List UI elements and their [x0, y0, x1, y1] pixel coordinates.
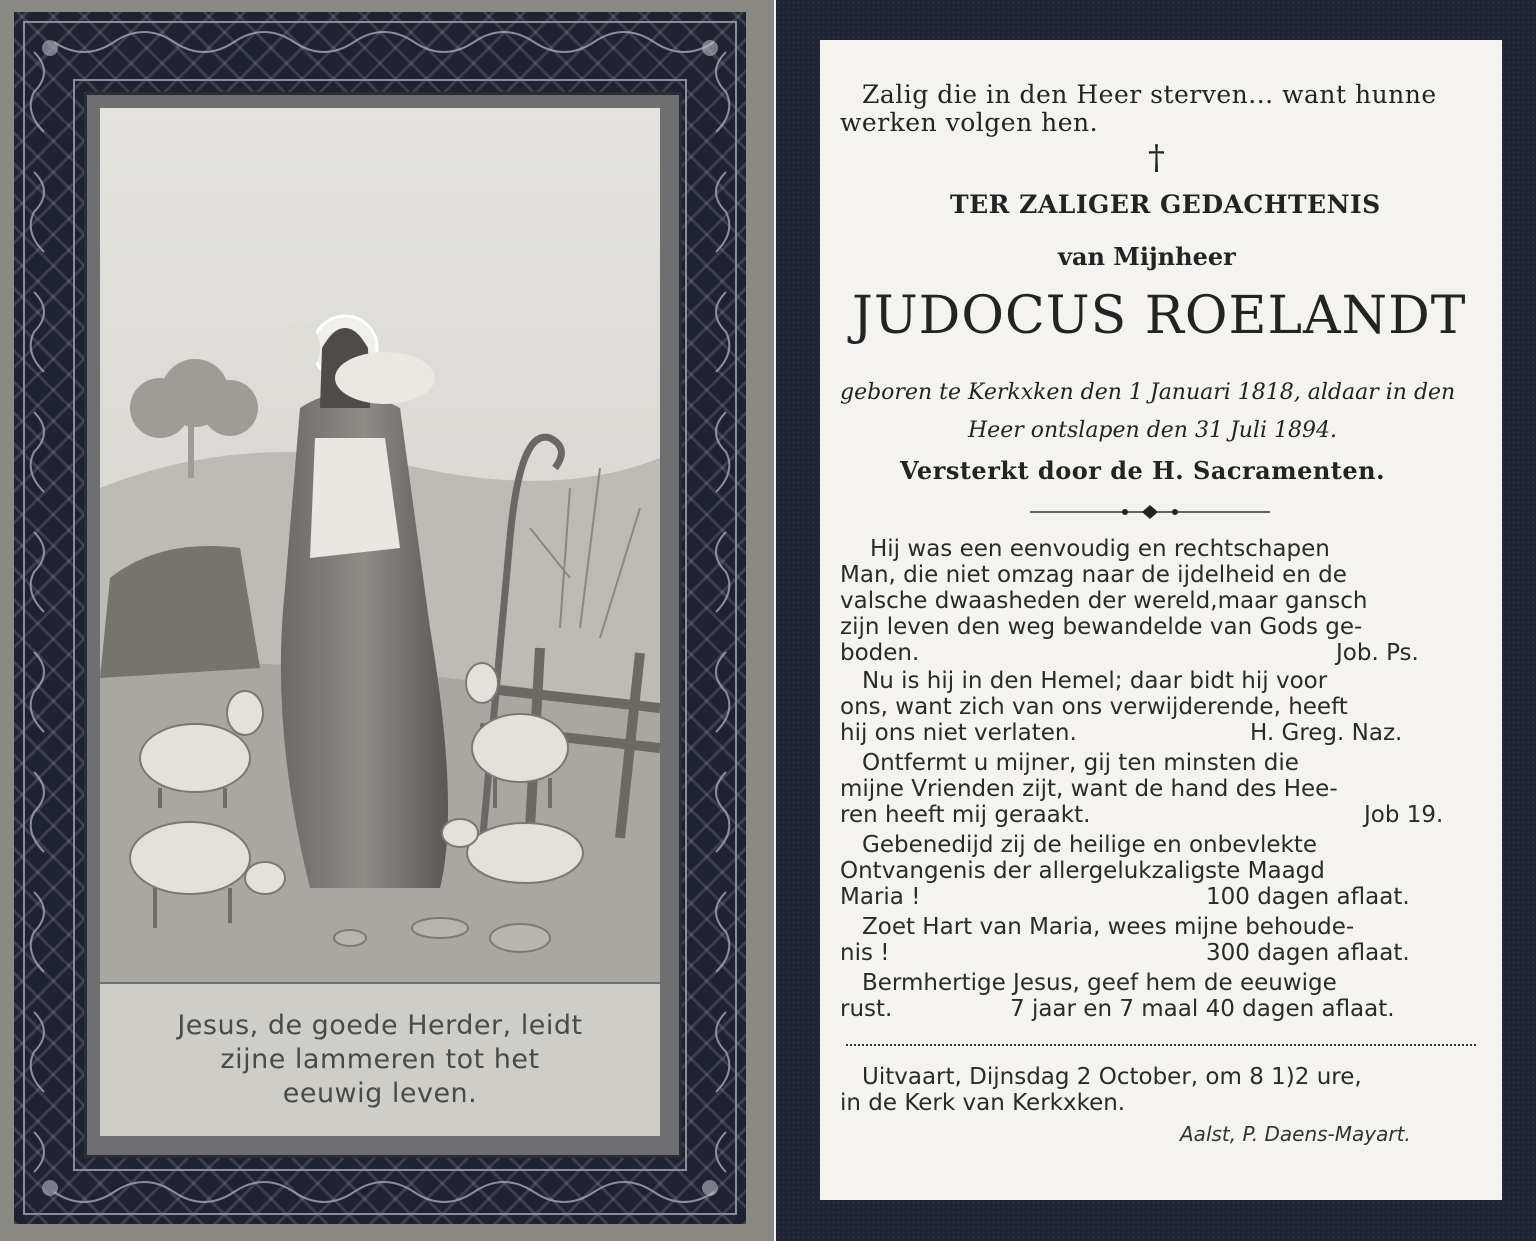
epigraph-line-1: Zalig die in den Heer sterven... want hunne: [862, 80, 1437, 109]
paragraph-3-line-2: mijne Vrienden zijt, want de hand des Hee-: [840, 776, 1338, 802]
paragraph-2-source: H. Greg. Naz.: [1250, 720, 1403, 746]
paragraph-2-line-1: Nu is hij in den Hemel; daar bidt hij voor: [862, 668, 1328, 694]
caption-line-1: Jesus, de goede Herder, leidt: [177, 1010, 583, 1041]
printer-credit: Aalst, P. Daens-Mayart.: [1180, 1122, 1411, 1146]
paragraph-1-line-2: Man, die niet omzag naar de ijdelheid en de: [840, 562, 1347, 588]
funeral-line-1: Uitvaart, Dijnsdag 2 October, om 8 1)2 ure,: [862, 1064, 1362, 1090]
epigraph-line-2: werken volgen hen.: [840, 108, 1099, 137]
divider-ornament-icon: [1030, 502, 1270, 522]
paragraph-1-line-1: Hij was een eenvoudig en rechtschapen: [870, 536, 1330, 562]
paragraph-1-line-3: valsche dwaasheden der wereld,maar gansch: [840, 588, 1368, 614]
caption-panel: [100, 984, 660, 1136]
memorial-subheading: van Mijnheer: [1058, 242, 1236, 271]
paragraph-1-line-5: boden.: [840, 640, 920, 666]
paragraph-4-source: 100 dagen aflaat.: [1206, 884, 1410, 910]
paragraph-4-line-2: Ontvangenis der allergelukzaligste Maagd: [840, 858, 1325, 884]
caption-line-2: zijne lammeren tot het: [220, 1044, 540, 1075]
paragraph-2-line-2: ons, want zich van ons verwijderende, heeft: [840, 694, 1348, 720]
dotted-separator: [846, 1044, 1476, 1046]
birth-line-1: geboren te Kerkxken den 1 Januari 1818, aldaar in den: [840, 380, 1456, 405]
good-shepherd-icon: [100, 108, 660, 982]
good-shepherd-illustration: [100, 108, 660, 982]
paragraph-3-source: Job 19.: [1364, 802, 1444, 828]
paragraph-6-line-2: rust.: [840, 996, 893, 1022]
paragraph-3-line-1: Ontfermt u mijner, gij ten minsten die: [862, 750, 1299, 776]
paragraph-4-line-3: Maria !: [840, 884, 921, 910]
paragraph-6-source: 7 jaar en 7 maal 40 dagen aflaat.: [1010, 996, 1395, 1022]
caption-line-3: eeuwig leven.: [282, 1078, 478, 1109]
paragraph-2-line-3: hij ons niet verlaten.: [840, 720, 1077, 746]
paragraph-3-line-3: ren heeft mij geraakt.: [840, 802, 1091, 828]
sacraments-line: Versterkt door de H. Sacramenten.: [900, 456, 1385, 485]
paragraph-4-line-1: Gebenedijd zij de heilige en onbevlekte: [862, 832, 1318, 858]
memorial-heading: TER ZALIGER GEDACHTENIS: [950, 190, 1381, 219]
paragraph-5-line-2: nis !: [840, 940, 890, 966]
cross-icon: †: [1148, 138, 1165, 178]
paragraph-5-line-1: Zoet Hart van Maria, wees mijne behoude-: [862, 914, 1355, 940]
deceased-name: JUDOCUS ROELANDT: [852, 286, 1467, 346]
funeral-line-2: in de Kerk van Kerkxken.: [840, 1090, 1126, 1116]
paragraph-1-line-4: zijn leven den weg bewandelde van Gods ge-: [840, 614, 1363, 640]
paragraph-5-source: 300 dagen aflaat.: [1206, 940, 1410, 966]
paragraph-6-line-1: Bermhertige Jesus, geef hem de eeuwige: [862, 970, 1337, 996]
paragraph-1-source: Job. Ps.: [1336, 640, 1419, 666]
birth-line-2: Heer ontslapen den 31 Juli 1894.: [968, 418, 1337, 443]
